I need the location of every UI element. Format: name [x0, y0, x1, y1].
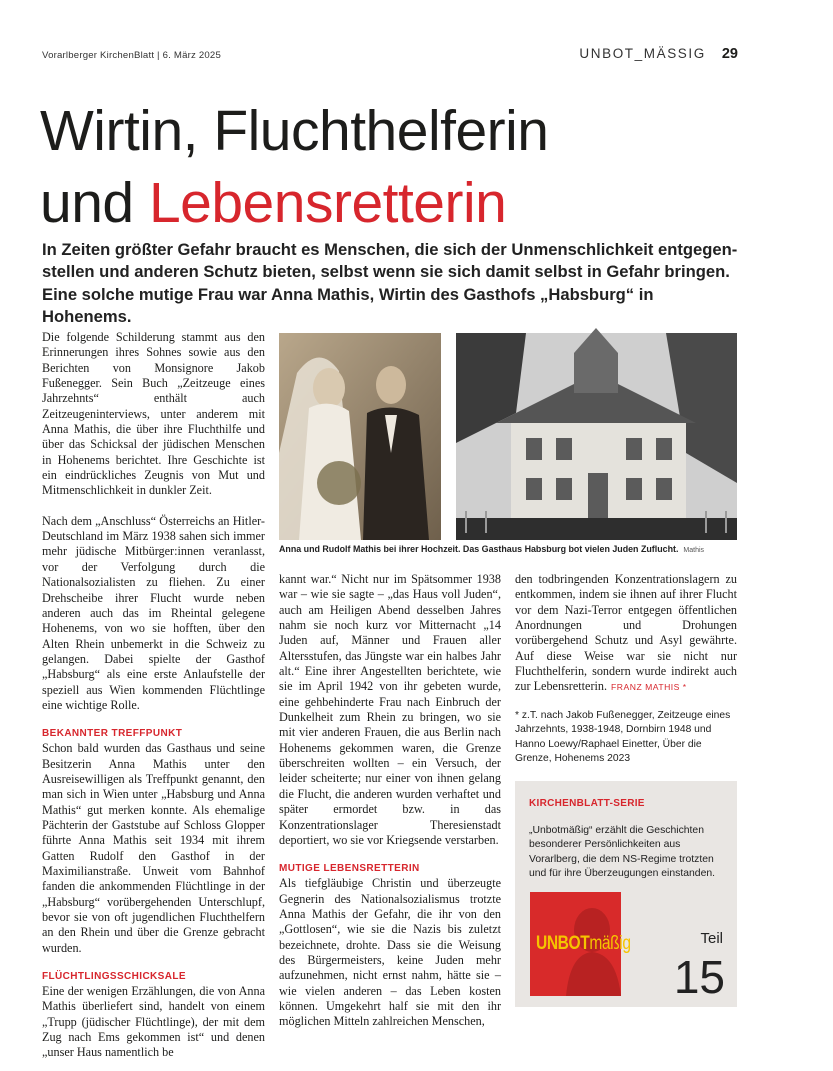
series-logo-text: UNBOTmäßig	[536, 933, 631, 954]
gasthaus-photo	[456, 333, 737, 540]
headline-line2-prefix: und	[40, 171, 149, 235]
section-name: UNBOT_MÄSSIG	[579, 46, 706, 61]
series-title: KIRCHENBLATT-SERIE	[529, 798, 645, 809]
article-paragraph-part2: kannt war.“ Nicht nur im Spätsommer 1938 war – wie sie sagte – „das Haus voll Juden“, auch am Heiligen Abend desselben Jahres nahm sie noch kurz vor Mitternacht „14 Juden auf, Männer und Frauen aller Altersstufen, das Jüngste war ein halbes Jahr alt.“ Eine ihrer Angestellten berichtete, wie sie im April 1942 von ihr gebeten wurde, eine gehbehinderte Frau nach Einbruch der Dunkelheit zum Rhein zu bringen, wo sie mit vier anderen Frauen, die aus Berlin nach Hohenems gekommen waren, die Grenze überschreiten wollten – ein Versuch, der leider scheiterte; nur einer von ihnen gelang die Flucht, die anderen wurden verhaftet und später ermordet bzw. in das Konzentrationslager Theresienstadt deportiert, wo sie vor Kriegsende verstarben.	[279, 572, 501, 847]
wedding-photo	[279, 333, 441, 540]
lead-paragraph: In Zeiten größter Gefahr braucht es Menschen, die sich der Unmenschlichkeit entgegen-stellen und anderen Schutz bieten, selbst wenn sie sich damit selbst in Gefahr bringen. Eine solche mutige Frau war Anna Mathis, Wirtin des Gasthofs „Habsburg“ in Hohenems.	[42, 240, 738, 326]
footnote: * z.T. nach Jakob Fußenegger, Zeitzeuge eines Jahrzehnts, 1938-1948, Dornbirn 1948 und Hanno Loewy/Raphael Einetter, Über die Grenze, Hohenems 2023	[515, 709, 731, 765]
subheading: FLÜCHTLINGSSCHICKSALE	[42, 971, 186, 983]
article-column-1	[42, 330, 265, 1061]
article-paragraph: Nach dem „Anschluss“ Österreichs an Hitler-Deutschland im März 1938 sahen sich immer mehr jüdische Mitbürger:innen veranlasst, vor der Verfolgung durch die Nationalsozialisten zu fliehen. Zu einer Drehscheibe ihrer Flucht wurde neben anderen auch das im Rheintal gelegene Hohenems, von wo sie hofften, über den Alten Rhein unbemerkt in die Schweiz zu gelangen. Dabei spielte der Gasthof „Habsburg“ als eine erste Anlaufstelle der speziell aus Wien kommenden Flüchtlinge eine wichtige Rolle.	[42, 513, 265, 712]
article-column-3	[515, 572, 737, 767]
page-number: 29	[721, 46, 738, 62]
article-paragraph-part1: Eine der wenigen Erzählungen, die von Anna Mathis überliefert sind, handelt von einem „Trupp (jüdischer Flüchtlinge), der mit dem Zug nach Ems gekommen ist“ und denen „unser Haus namentlich be	[42, 984, 265, 1060]
article-column-2	[279, 572, 501, 1030]
gasthaus-photo-image	[456, 333, 737, 540]
article-paragraph: Schon bald wurden das Gasthaus und seine Besitzerin Anna Mathis unter den Ausreisewilligen als Treffpunkt genannt, den man sich in Wien unter „Habsburg und Anna Mathis“ gut merken konnte. Als ehemalige Pächterin der Gaststube auf Schloss Glopper führte Anna Mathis seit 1934 mit ihrem Gatten Rudolf den Gasthof in der Maximilianstraße. Unweit vom Bahnhof fanden die ankommenden Flüchtlinge in der „Habsburg“ vorübergehenden Unterschlupf, bevor sie von oft jugendlichen Fluchthelfern an den Rhein und über die Grenze gebracht wurden.	[42, 741, 265, 955]
article-paragraph: Die folgende Schilderung stammt aus den Erinnerungen ihres Sohnes sowie aus den Berichten von Monsignore Jakob Fußenegger. Sein Buch „Zeitzeuge eines Jahrzehnts“ enthält auch Zeitzeugeninterviews, unter anderem mit Anna Mathis, die über ihre Fluchthilfe und über das Schicksal der jüdischen Menschen in Hohenems berichtet. Ihre Geschichte ist ein eindrückliches Zeugnis von Mut und Mitmenschlichkeit in dunkler Zeit.	[42, 330, 265, 498]
photo-caption	[279, 544, 739, 554]
part-label: Teil	[700, 930, 723, 947]
part-number: 15	[673, 951, 725, 1003]
article-paragraph-part1: Als tiefgläubige Christin und überzeugte Gegnerin des Nationalsozialismus trotzte Anna Mathis der Gefahr, die ihr von den „Gottlosen“, wie sie die Nazis bis zuletzt bezeichnete, drohte. Dass sie die Weisung des Bürgermeisters, keine Juden mehr aufzunehmen, nicht ernst nahm, hätte sie – wie vielen anderen – das Leben kosten können. Umgekehrt half sie mit den ihr möglichen Mitteln zahlreichen Menschen,	[279, 876, 501, 1029]
photo-credit: Mathis	[683, 547, 705, 554]
author-byline: FRANZ MATHIS *	[611, 682, 687, 693]
subheading: BEKANNTER TREFFPUNKT	[42, 728, 183, 740]
article-paragraph-end: den todbringenden Konzentrationslagern zu entkommen, indem sie ihnen auf ihrer Flucht vor dem Nazi-Terror entgegen öffentlichen Anordnungen und Drohungen vorübergehend Schutz und Asyl gewährte. Auf diese Weise war sie nicht nur Fluchthelferin, sondern wurde indirekt auch zur Lebensretterin.	[515, 572, 737, 694]
series-description: „Unbotmäßig“ erzählt die Geschichten besonderer Persönlichkeiten aus Vorarlberg, die dem NS-Regime trotzten und für ihre Überzeugungen einstanden.	[529, 825, 716, 880]
headline-line1: Wirtin, Fluchthelferin	[40, 99, 549, 163]
series-box	[515, 781, 737, 1007]
headline-highlight: Lebensretterin	[148, 171, 507, 235]
section-header	[560, 46, 738, 62]
article-paragraph-part2	[515, 572, 737, 696]
headline	[40, 95, 800, 239]
caption-text: Anna und Rudolf Mathis bei ihrer Hochzeit. Das Gasthaus Habsburg bot vielen Juden Zuflucht.	[279, 544, 679, 554]
subheading: MUTIGE LEBENSRETTERIN	[279, 863, 420, 875]
publication-line: Vorarlberger KirchenBlatt | 6. März 2025	[42, 50, 222, 61]
series-logo	[530, 892, 631, 996]
wedding-photo-image	[279, 333, 441, 540]
